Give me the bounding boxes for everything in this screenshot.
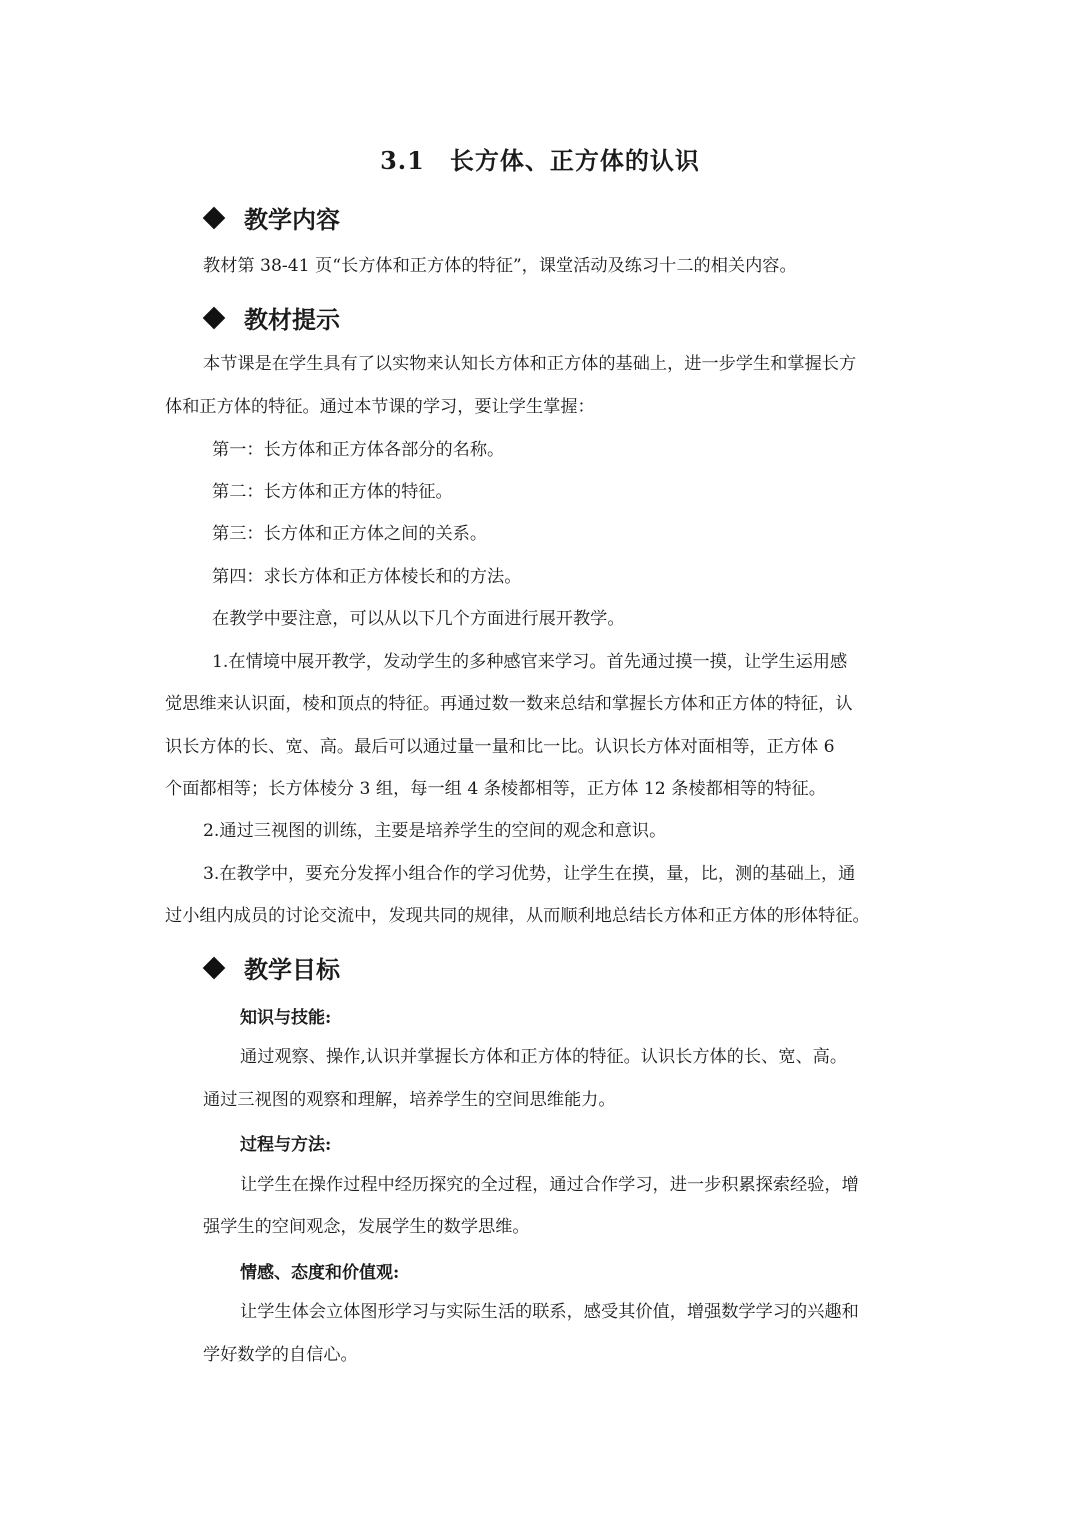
diamond-bullet-icon — [203, 206, 226, 229]
goal-subheading-process: 过程与方法: — [240, 1135, 332, 1155]
section-heading-content — [203, 200, 340, 235]
section-heading-goals — [203, 950, 340, 985]
hints-line: 3.在教学中，要充分发挥小组合作的学习优势，让学生在摸，量，比，测的基础上，通 — [203, 864, 856, 884]
hints-line: 第三：长方体和正方体之间的关系。 — [212, 524, 488, 544]
hints-line: 本节课是在学生具有了以实物来认知长方体和正方体的基础上，进一步学生和掌握长方 — [203, 354, 857, 374]
content-line: 教材第 38-41 页“长方体和正方体的特征”，课堂活动及练习十二的相关内容。 — [203, 256, 797, 276]
diamond-bullet-icon — [203, 306, 226, 329]
hints-line: 觉思维来认识面，棱和顶点的特征。再通过数一数来总结和掌握长方体和正方体的特征，认 — [165, 694, 853, 714]
goal-line: 通过观察、操作,认识并掌握长方体和正方体的特征。认识长方体的长、宽、高。 — [240, 1047, 848, 1067]
hints-line: 在教学中要注意，可以从以下几个方面进行展开教学。 — [212, 609, 625, 629]
goal-line: 学好数学的自信心。 — [203, 1345, 358, 1365]
section-heading-hints — [203, 300, 340, 335]
goal-line: 让学生体会立体图形学习与实际生活的联系，感受其价值，增强数学学习的兴趣和 — [240, 1302, 859, 1322]
hints-line: 第一：长方体和正方体各部分的名称。 — [212, 440, 505, 460]
section-heading-label: 教学目标 — [244, 955, 340, 984]
hints-line: 个面都相等；长方体棱分 3 组，每一组 4 条棱都相等，正方体 12 条棱都相等的特征。 — [165, 779, 826, 799]
hints-line: 识长方体的长、宽、高。最后可以通过量一量和比一比。认识长方体对面相等，正方体 6 — [165, 737, 835, 757]
diamond-bullet-icon — [203, 956, 226, 979]
goal-line: 强学生的空间观念，发展学生的数学思维。 — [203, 1217, 530, 1237]
section-heading-label: 教材提示 — [244, 305, 340, 334]
goal-subheading-attitude: 情感、态度和价值观: — [240, 1263, 400, 1283]
goal-line: 通过三视图的观察和理解，培养学生的空间思维能力。 — [203, 1090, 616, 1110]
section-heading-label: 教学内容 — [244, 205, 340, 234]
hints-line: 第四：求长方体和正方体棱长和的方法。 — [212, 567, 522, 587]
hints-line: 1.在情境中展开教学，发动学生的多种感官来学习。首先通过摸一摸，让学生运用感 — [212, 652, 848, 672]
goal-subheading-knowledge: 知识与技能: — [240, 1008, 332, 1028]
page-title: 3.1 长方体、正方体的认识 — [380, 146, 700, 175]
goal-line: 让学生在操作过程中经历探究的全过程，通过合作学习，进一步积累探索经验，增 — [240, 1175, 859, 1195]
hints-line: 过小组内成员的讨论交流中，发现共同的规律，从而顺利地总结长方体和正方体的形体特征。 — [165, 906, 870, 926]
hints-line: 第二：长方体和正方体的特征。 — [212, 482, 453, 502]
hints-line: 体和正方体的特征。通过本节课的学习，要让学生掌握： — [165, 397, 595, 417]
hints-line: 2.通过三视图的训练，主要是培养学生的空间的观念和意识。 — [203, 821, 667, 841]
